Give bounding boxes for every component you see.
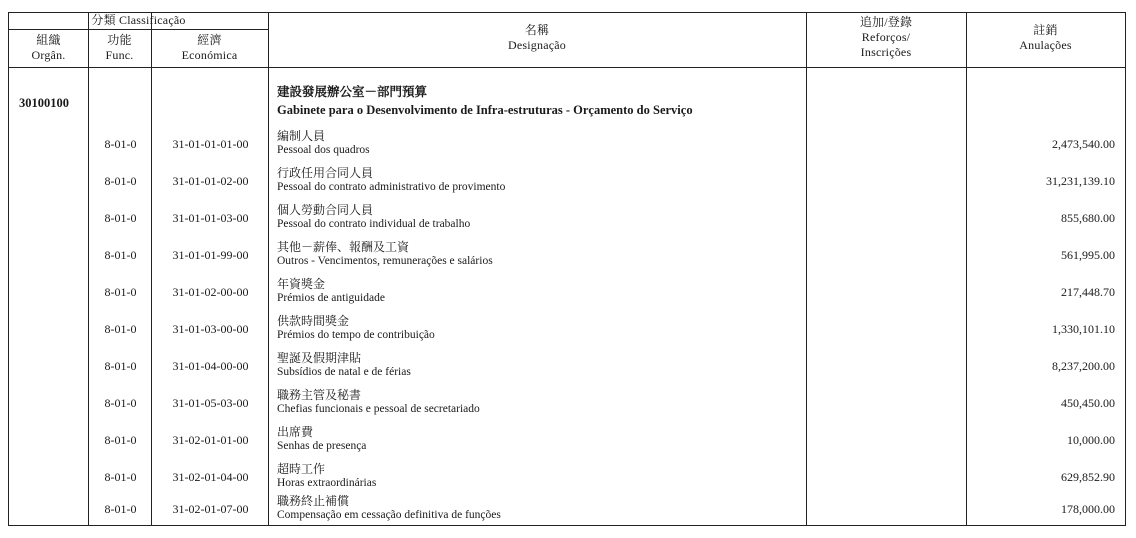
row-amount: 2,473,540.00: [1052, 137, 1115, 151]
row-designation-pt: Subsídios de natal e de férias: [277, 366, 411, 378]
row-func-code: 8-01-0: [104, 137, 137, 151]
row-econ-code: 31-02-01-07-00: [172, 502, 249, 516]
budget-table: [8, 12, 1126, 526]
table-row: [9, 309, 1125, 346]
row-amount: 31,231,139.10: [1046, 174, 1115, 188]
row-designation-pt: Prémios de antiguidade: [277, 292, 385, 304]
section-title-zh: 建設發展辦公室－部門預算: [277, 85, 428, 99]
row-amount: 561,995.00: [1061, 248, 1115, 262]
header-cancellation-zh: 註銷: [1033, 23, 1058, 37]
header-classification-divider: [9, 29, 268, 30]
header-func-pt: Func.: [105, 48, 134, 62]
row-designation-zh: 出席費: [277, 425, 314, 439]
table-row: [9, 272, 1125, 309]
row-amount: 629,852.90: [1061, 470, 1115, 484]
header-organ-zh: 組織: [36, 33, 61, 47]
row-designation-zh: 職務終止補償: [277, 494, 350, 508]
header-reinforcement-pt2: Inscrições: [860, 45, 912, 59]
row-amount: 10,000.00: [1067, 433, 1115, 447]
row-designation-zh: 個人勞動合同人員: [277, 203, 374, 217]
header-organ-pt: Orgân.: [31, 48, 66, 62]
row-econ-code: 31-01-04-00-00: [172, 359, 249, 373]
row-designation-pt: Senhas de presença: [277, 440, 367, 452]
row-designation-zh: 行政任用合同人員: [277, 166, 374, 180]
row-designation-pt: Prémios do tempo de contribuição: [277, 329, 435, 341]
row-func-code: 8-01-0: [104, 174, 137, 188]
header-bottom-divider: [9, 67, 1125, 68]
row-func-code: 8-01-0: [104, 248, 137, 262]
row-econ-code: 31-01-01-99-00: [172, 248, 249, 262]
row-designation-pt: Outros - Vencimentos, remunerações e salários: [277, 255, 493, 267]
section-code: 30100100: [19, 96, 69, 110]
row-amount: 8,237,200.00: [1052, 359, 1115, 373]
header-cancellation: [966, 23, 1125, 53]
header-econ-pt: Económica: [181, 48, 238, 62]
row-amount: 450,450.00: [1061, 396, 1115, 410]
table-row: [9, 161, 1125, 198]
row-designation-pt: Chefias funcionais e pessoal de secretariado: [277, 403, 480, 415]
header-classification: [9, 13, 268, 28]
table-row: [9, 124, 1125, 161]
row-designation-pt: Compensação em cessação definitiva de funções: [277, 509, 501, 521]
row-amount: 178,000.00: [1061, 502, 1115, 516]
row-designation-pt: Pessoal dos quadros: [277, 144, 370, 156]
header-reinforcement-pt1: Reforços/: [861, 30, 911, 44]
row-designation-zh: 聖誕及假期津貼: [277, 351, 362, 365]
row-func-code: 8-01-0: [104, 211, 137, 225]
header-reinforcement-zh: 追加/登錄: [859, 15, 913, 29]
row-econ-code: 31-01-01-02-00: [172, 174, 249, 188]
header-classification-label: 分類 Classificação: [91, 13, 186, 27]
row-econ-code: 31-02-01-04-00: [172, 470, 249, 484]
row-amount: 1,330,101.10: [1052, 322, 1115, 336]
row-econ-code: 31-01-01-01-00: [172, 137, 249, 151]
row-econ-code: 31-01-03-00-00: [172, 322, 249, 336]
row-func-code: 8-01-0: [104, 359, 137, 373]
row-econ-code: 31-01-01-03-00: [172, 211, 249, 225]
header-econ: [151, 33, 268, 63]
row-func-code: 8-01-0: [104, 285, 137, 299]
section-title-pt: Gabinete para o Desenvolvimento de Infra-estruturas - Orçamento do Serviço: [277, 103, 693, 117]
row-amount: 855,680.00: [1061, 211, 1115, 225]
row-func-code: 8-01-0: [104, 502, 137, 516]
table-row: [9, 489, 1125, 526]
header-designation: [268, 23, 806, 53]
row-designation-zh: 編制人員: [277, 129, 326, 143]
row-designation-pt: Horas extraordinárias: [277, 477, 377, 489]
row-econ-code: 31-01-05-03-00: [172, 396, 249, 410]
row-designation-pt: Pessoal do contrato individual de trabalho: [277, 218, 471, 230]
row-func-code: 8-01-0: [104, 396, 137, 410]
row-func-code: 8-01-0: [104, 433, 137, 447]
row-designation-zh: 供款時間獎金: [277, 314, 350, 328]
row-designation-zh: 超時工作: [277, 462, 326, 476]
row-func-code: 8-01-0: [104, 470, 137, 484]
header-designation-pt: Designação: [508, 38, 566, 52]
section-title: [277, 83, 693, 119]
row-func-code: 8-01-0: [104, 322, 137, 336]
table-row: [9, 383, 1125, 420]
header-reinforcement: [806, 15, 966, 60]
table-row: [9, 235, 1125, 272]
header-func-zh: 功能: [107, 33, 132, 47]
header-func: [88, 33, 151, 63]
header-designation-zh: 名稱: [524, 23, 550, 37]
row-amount: 217,448.70: [1061, 285, 1115, 299]
row-econ-code: 31-02-01-01-00: [172, 433, 249, 447]
header-organ: [9, 33, 88, 63]
row-designation-zh: 其他－薪俸、報酬及工資: [277, 240, 410, 254]
row-econ-code: 31-01-02-00-00: [172, 285, 249, 299]
row-designation-zh: 職務主管及秘書: [277, 388, 362, 402]
header-cancellation-pt: Anulações: [1019, 38, 1072, 52]
row-designation-pt: Pessoal do contrato administrativo de provimento: [277, 181, 506, 193]
row-designation-zh: 年資獎金: [277, 277, 326, 291]
header-econ-zh: 經濟: [197, 33, 222, 47]
table-row: [9, 420, 1125, 457]
table-row: [9, 346, 1125, 383]
table-row: [9, 198, 1125, 235]
